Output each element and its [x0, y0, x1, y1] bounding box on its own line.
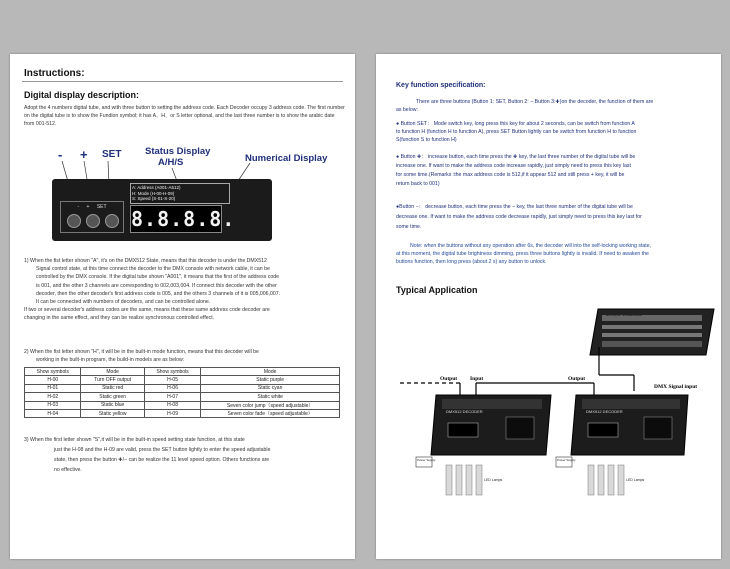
table-cell: H-08	[144, 401, 200, 409]
minus-callout: -	[58, 147, 63, 162]
minus-button-desc	[396, 202, 718, 232]
set-callout: SET	[102, 149, 122, 160]
para-1b-line: If two or several decoder's address codes are the same, means that these same address code decoder are	[24, 307, 270, 314]
plus-desc-line: return back to 001)	[396, 181, 440, 187]
table-row	[25, 401, 340, 409]
left-page	[10, 54, 355, 559]
para-3-line: 3) When the first letter shown "S",it will be in the built-in speed setting state function, at this state	[24, 437, 245, 443]
decoder-1-label: DMX512 DECODER	[446, 409, 483, 414]
plus-desc-line: increase one. If want to make the address code increase rapidly, just simply need to press this key last	[396, 163, 631, 169]
typical-application-diagram	[376, 299, 721, 499]
typical-application-title: Typical Application	[396, 285, 478, 295]
table-cell: Static cyan	[201, 384, 340, 392]
right-page	[376, 54, 721, 559]
table-cell: Static red	[81, 384, 144, 392]
power-supply-1-label: Power Supply	[417, 458, 436, 462]
legend-mode-a: A: Address	[132, 185, 154, 190]
para-2-line: 2) When the fist letter shown "H", it will be in the built-in mode function, means that this decoder will be	[24, 349, 259, 355]
status-ahs-callout: A/H/S	[158, 157, 184, 168]
para-1-line: decoder, then the other decoder's first address code is 005, and the others 3 channels of it is 005,006,007.	[36, 290, 281, 297]
note-line: Note: when the buttons without any operation after 6s, the decoder will into the self-locking working state,	[410, 243, 652, 249]
status-display-callout: Status Display	[145, 146, 211, 157]
instructions-title: Instructions:	[24, 68, 85, 79]
led-strips-1	[446, 465, 482, 495]
table-cell: H-05	[144, 376, 200, 384]
table-row	[25, 384, 340, 392]
table-cell: Static green	[81, 393, 144, 401]
legend-mode-s: S: Speed	[132, 196, 151, 201]
output-label-2: Output	[568, 376, 586, 382]
table-cell: Seven color fade（speed adjustable）	[201, 409, 340, 417]
table-cell: Seven color jump（speed adjustable）	[201, 401, 340, 409]
minus-desc-line: decrease one. If want to make the address code decrease rapidly, just simply need to press this key last for	[396, 214, 642, 220]
table-row	[25, 376, 340, 384]
para-3-line: state, then press the button ✚/− can be realize the 11 level speed option. Others functions are	[54, 457, 270, 463]
note-line: buttons function, then long press (about 2 s) any button to unlock.	[396, 259, 547, 266]
table-header-row	[25, 368, 340, 376]
set-desc-line: to function H (function H to function A), press SET Button lightly can be switch from function H to function	[396, 129, 637, 136]
legend-mode-h: H: Mode	[132, 190, 150, 196]
led-lamps-2-label: LED Lamps	[626, 478, 645, 482]
para-3-line: just the H-08 and the H-09 are valid, press the SET button lightly to enter the speed adjustable	[54, 447, 271, 453]
table-cell: H-03	[25, 401, 81, 409]
key-intro	[396, 98, 718, 114]
plus-desc-line: ● Button ✚： increase button, each time press the ✚ key, the last three number of the digital tube will be	[396, 154, 636, 160]
led-lamps-1-label: LED Lamps	[484, 478, 503, 482]
decoder-1	[431, 395, 551, 455]
table-cell: Static purple	[201, 376, 340, 384]
para-3-line: no effective.	[54, 467, 82, 473]
table-header: Mode	[81, 368, 144, 376]
plus-button[interactable]	[86, 214, 100, 228]
key-function-title: Key function specification:	[396, 82, 486, 89]
power-supply-2-label: Power Supply	[557, 458, 576, 462]
key-intro-line: as below:	[396, 107, 418, 114]
table-header: Show symbols	[144, 368, 200, 376]
table-cell: H-00	[25, 376, 81, 384]
table-cell: H-01	[25, 384, 81, 392]
legend-and-digits	[130, 183, 236, 239]
intro-paragraph: Adopt the 4 numbers digital tube, and with three button to setting the address code. Each Decoder occupy 3 address code. The first number on the digital tube is to show the Fundion symbol; it has A、H、or S letter optional, and the last three number is to show the arabic date from 001-512.	[24, 105, 345, 128]
para-2-line: working in the built-in program, the build-in models are as below:	[36, 357, 185, 364]
decoder-panel	[52, 179, 272, 241]
dmx-console-label: DMX Console	[606, 312, 643, 318]
mode-legend	[130, 183, 230, 204]
plus-desc-line: for some time.(Remarks :the max address code is 512,if it appear 512 and still press + key, it will be	[396, 172, 625, 178]
button-block-labels: - + SET	[77, 204, 107, 210]
table-row	[25, 409, 340, 417]
table-header: Show symbols	[25, 368, 81, 376]
minus-button[interactable]	[67, 214, 81, 228]
table-cell: Static yellow	[81, 409, 144, 417]
table-row	[25, 393, 340, 401]
table-cell: H-06	[144, 384, 200, 392]
para-1b-line: changing in the same effect, and they can be realize synchronous controlled effect.	[24, 315, 215, 322]
input-label-1: Input	[470, 376, 484, 382]
table-cell: Static blue	[81, 401, 144, 409]
table-cell: H-04	[25, 409, 81, 417]
dmx-signal-input-label: DMX Signal input	[654, 384, 698, 390]
set-desc-line: S(function S to function H)	[396, 137, 457, 144]
legend-range-h: (H-00-H-09)	[150, 190, 175, 196]
table-cell: H-09	[144, 409, 200, 417]
plus-callout: +	[80, 147, 88, 162]
table-cell: Static white	[201, 393, 340, 401]
table-cell: H-07	[144, 393, 200, 401]
minus-desc-line: some time.	[396, 224, 422, 230]
output-label-1: Output	[440, 376, 458, 382]
para-2	[24, 348, 349, 364]
title-divider	[22, 81, 343, 82]
set-button[interactable]	[105, 214, 119, 228]
note-line: at this moment, the digital tube brightness dimming, press three buttons lightly is invalid. If need to awaken the	[396, 251, 649, 258]
table-cell: H-02	[25, 393, 81, 401]
numerical-display-callout: Numerical Display	[245, 153, 328, 164]
key-intro-line: There are three buttons (Button 1: SET, Button 2: − Button 3:✚)on the decoder, the function of them are	[416, 99, 654, 105]
decoder-2-label: DMX512 DECODER	[586, 409, 623, 414]
legend-range-a: (A001-A512)	[155, 185, 181, 190]
button-block	[60, 201, 124, 233]
para-1-line: 1) When the fist letter shown "A", it's on the DMX512 State, means that this decoder is under the DMX512	[24, 258, 267, 264]
para-1-line: controlled by the DMX console. If the digital tube shown "A001", it means that the first of the address code	[36, 274, 280, 281]
plus-button-desc	[396, 153, 718, 189]
segment-display: 8.8.8.8.	[131, 207, 236, 231]
set-button-desc	[396, 120, 718, 145]
minus-desc-line: ●Button −： decrease button, each time press the − key, the last three number of the digital tube will be	[396, 204, 633, 210]
table-cell: Turn OFF output	[81, 376, 144, 384]
para-1-line: It can be connected with numbers of decoders, and can be controlled alone.	[36, 299, 211, 306]
display-figure	[50, 147, 330, 257]
digital-display-heading: Digital display description:	[24, 90, 140, 100]
led-strips-2	[588, 465, 624, 495]
set-desc-line: ● Button SET： Mode switch key, long press this key for about 2 seconds, can be switch from function A	[396, 121, 635, 127]
table-header: Mode	[201, 368, 340, 376]
mode-table	[24, 367, 340, 418]
decoder-2	[571, 395, 688, 455]
para-3	[24, 435, 349, 475]
note-paragraph	[396, 242, 718, 267]
para-1-line: is 001, and the other 3 channels are corresponding to 002,003,004. If connect this decoder with the other	[36, 282, 277, 289]
para-1	[24, 257, 349, 323]
para-1-line: Signal control state, at this time connect the decoder to the DMX console with network cable, it can be	[36, 266, 270, 273]
legend-range-s: (S-01-S-20)	[151, 196, 176, 201]
